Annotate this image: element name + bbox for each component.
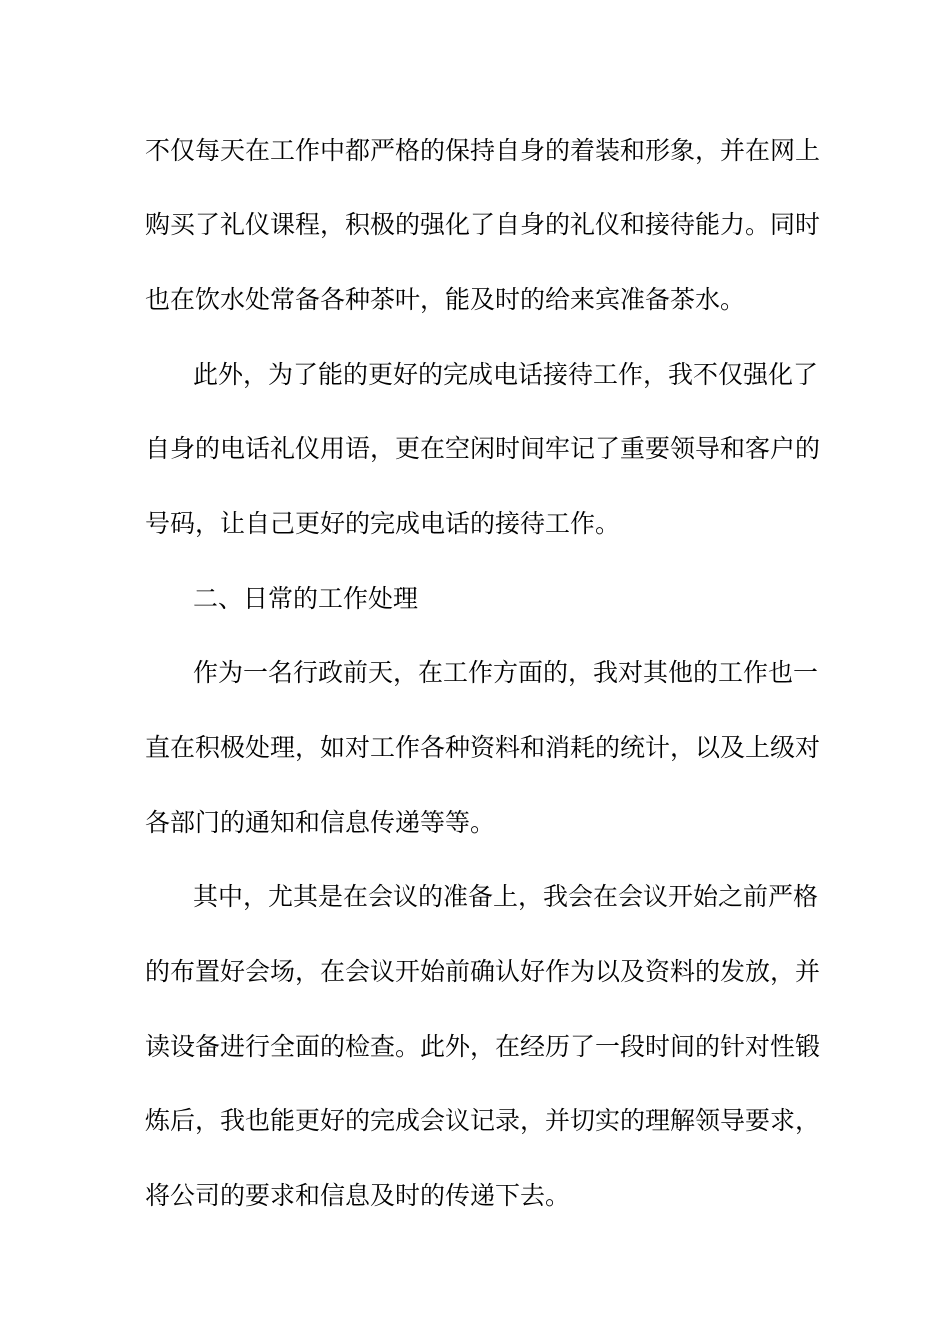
paragraph-line: 各部门的通知和信息传递等等。	[145, 808, 496, 837]
paragraph-line: 读设备进行全面的检查。此外，在经历了一段时间的针对性锻	[145, 1032, 821, 1061]
paragraph-line: 将公司的要求和信息及时的传递下去。	[145, 1181, 571, 1210]
paragraph-line: 其中，尤其是在会议的准备上，我会在会议开始之前严格	[193, 882, 819, 911]
paragraph-line: 直在积极处理，如对工作各种资料和消耗的统计，以及上级对	[145, 733, 821, 762]
paragraph-line: 购买了礼仪课程，积极的强化了自身的礼仪和接待能力。同时	[145, 210, 821, 239]
paragraph-line: 号码，让自己更好的完成电话的接待工作。	[145, 509, 621, 538]
paragraph-line: 也在饮水处常备各种茶叶，能及时的给来宾准备茶水。	[145, 285, 746, 314]
paragraph-line: 此外，为了能的更好的完成电话接待工作，我不仅强化了	[193, 360, 819, 389]
paragraph-line: 的布置好会场，在会议开始前确认好作为以及资料的发放，并	[145, 957, 821, 986]
paragraph-line: 作为一名行政前天，在工作方面的，我对其他的工作也一	[193, 658, 819, 687]
paragraph-line: 炼后，我也能更好的完成会议记录，并切实的理解领导要求，	[145, 1106, 821, 1135]
paragraph-line: 不仅每天在工作中都严格的保持自身的着装和形象，并在网上	[145, 136, 821, 165]
paragraph-line: 自身的电话礼仪用语，更在空闲时间牢记了重要领导和客户的	[145, 434, 821, 463]
section-heading: 二、日常的工作处理	[193, 584, 419, 613]
